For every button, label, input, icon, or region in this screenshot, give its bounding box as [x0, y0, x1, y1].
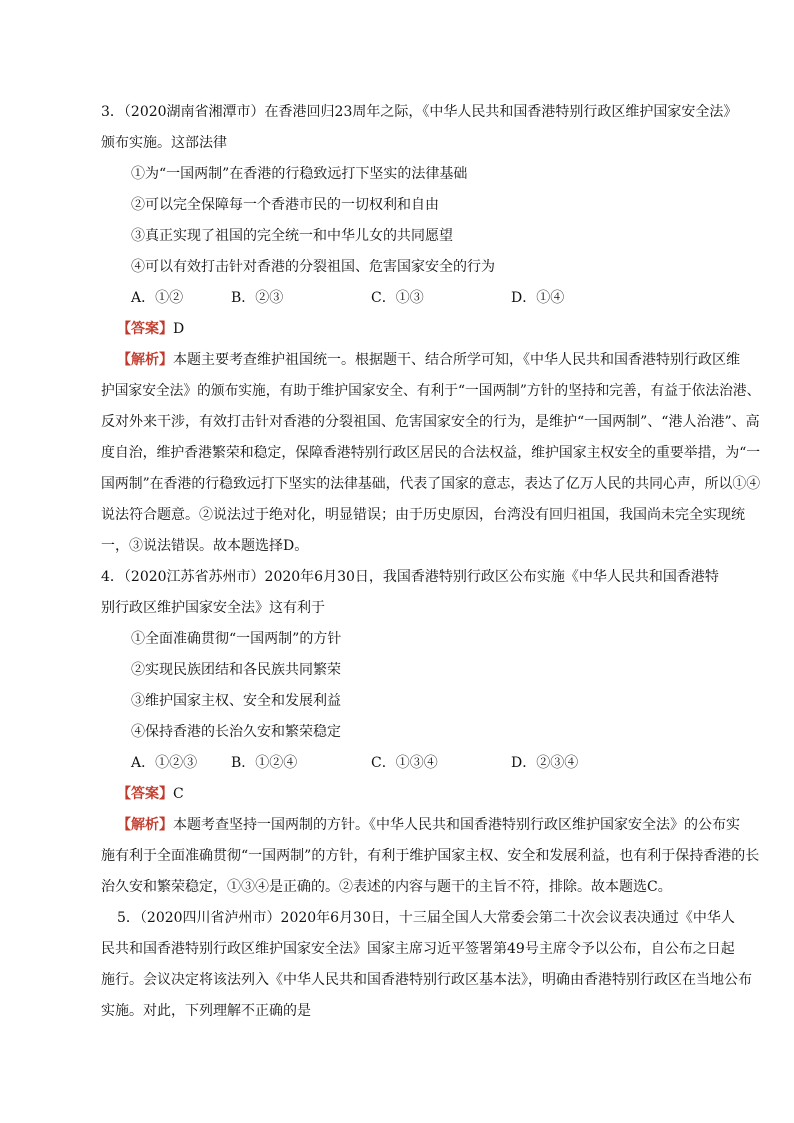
q4-choice-d: D．②③④ [511, 755, 579, 771]
q3-stem-line-2: 颁布实施。这部法律 [101, 135, 227, 151]
q3-stem-line-1: 3．（2020湖南省湘潭市）在香港回归23周年之际，《中华人民共和国香港特别行政区维护国家安全法》 [101, 104, 738, 120]
q3-choice-b: B．②③ [231, 290, 284, 306]
q3-option-3: ③真正实现了祖国的完全统一和中华儿女的共同愿望 [131, 228, 453, 244]
q4-option-2: ②实现民族团结和各民族共同繁荣 [131, 662, 341, 678]
q4-analysis-text-1: 本题考查坚持一国两制的方针。《中华人民共和国香港特别行政区维护国家安全法》的公布实 [173, 817, 740, 833]
q4-analysis-line-1 [117, 815, 740, 835]
q3-analysis-line-7: 一，③说法错误。故本题选择D。 [101, 538, 309, 554]
q3-choices [131, 288, 631, 308]
q3-analysis-tag: 【解析】 [117, 352, 173, 368]
q4-analysis-line-2: 施有利于全面准确贯彻“一国两制”的方针，有利于维护国家主权、安全和发展利益，也有利于保持香港的长 [101, 848, 760, 864]
q3-option-2: ②可以完全保障每一个香港市民的一切权利和自由 [131, 197, 439, 213]
q3-answer-tag: 【答案】 [117, 321, 173, 337]
q4-option-3: ③维护国家主权、安全和发展利益 [131, 693, 341, 709]
q4-option-1: ①全面准确贯彻“一国两制”的方针 [131, 631, 342, 647]
q3-answer [117, 319, 184, 339]
q3-choice-d: D．①④ [511, 290, 565, 306]
q3-choice-c: C．①③ [371, 290, 424, 306]
q5-stem-line-4: 实施。对此，下列理解不正确的是 [101, 1003, 311, 1019]
q4-analysis-tag: 【解析】 [117, 817, 173, 833]
q3-analysis-line-3: 反对外来干涉，有效打击针对香港的分裂祖国、危害国家安全的行为，是维护“一国两制”、“港人治港”、高 [101, 414, 760, 430]
q4-choices [131, 753, 631, 773]
q3-option-4: ④可以有效打击针对香港的分裂祖国、危害国家安全的行为 [131, 259, 495, 275]
q3-analysis-line-1 [117, 350, 740, 370]
q4-analysis-line-3: 治久安和繁荣稳定，①③④是正确的。②表述的内容与题干的主旨不符，排除。故本题选C。 [101, 879, 672, 895]
q4-choice-c: C．①③④ [371, 755, 438, 771]
q4-answer-tag: 【答案】 [117, 786, 173, 802]
q3-answer-value: D [173, 321, 185, 337]
q5-stem-line-3: 施行。会议决定将该法列入《中华人民共和国香港特别行政区基本法》，明确由香港特别行政区在当地公布 [101, 972, 752, 988]
q4-choice-a: A．①②③ [131, 755, 198, 771]
q4-stem-line-1: 4．（2020江苏省苏州市）2020年6月30日，我国香港特别行政区公布实施《中华人民共和国香港特 [101, 569, 719, 585]
q3-option-1: ①为“一国两制”在香港的行稳致远打下坚实的法律基础 [131, 166, 468, 182]
q4-option-4: ④保持香港的长治久安和繁荣稳定 [131, 724, 341, 740]
q3-analysis-line-5: 国两制”在香港的行稳致远打下坚实的法律基础，代表了国家的意志，表达了亿万人民的共同心声，所以①④ [101, 476, 761, 492]
q4-answer [117, 784, 184, 804]
q4-answer-value: C [173, 786, 184, 802]
q3-choice-a: A．①② [131, 290, 184, 306]
q4-choice-b: B．①②④ [231, 755, 298, 771]
q3-analysis-line-2: 护国家安全法》的颁布实施，有助于维护国家安全、有利于“一国两制”方针的坚持和完善，有益于依法治港、 [101, 383, 761, 399]
q3-analysis-line-6: 说法符合题意。②说法过于绝对化，明显错误；由于历史原因，台湾没有回归祖国，我国尚未完全实现统 [101, 507, 745, 523]
q5-stem-line-2: 民共和国香港特别行政区维护国家安全法》国家主席习近平签署第49号主席令予以公布，自公布之日起 [101, 941, 735, 957]
q4-stem-line-2: 别行政区维护国家安全法》这有利于 [101, 600, 325, 616]
q3-analysis-line-4: 度自治，维护香港繁荣和稳定，保障香港特别行政区居民的合法权益，维护国家主权安全的重要举措，为“一 [101, 445, 761, 461]
q5-stem-line-1: 5．（2020四川省泸州市）2020年6月30日，十三届全国人大常委会第二十次会议表决通过《中华人 [117, 910, 735, 926]
q3-analysis-text-1: 本题主要考查维护祖国统一。根据题干、结合所学可知，《中华人民共和国香港特别行政区维 [173, 352, 740, 368]
